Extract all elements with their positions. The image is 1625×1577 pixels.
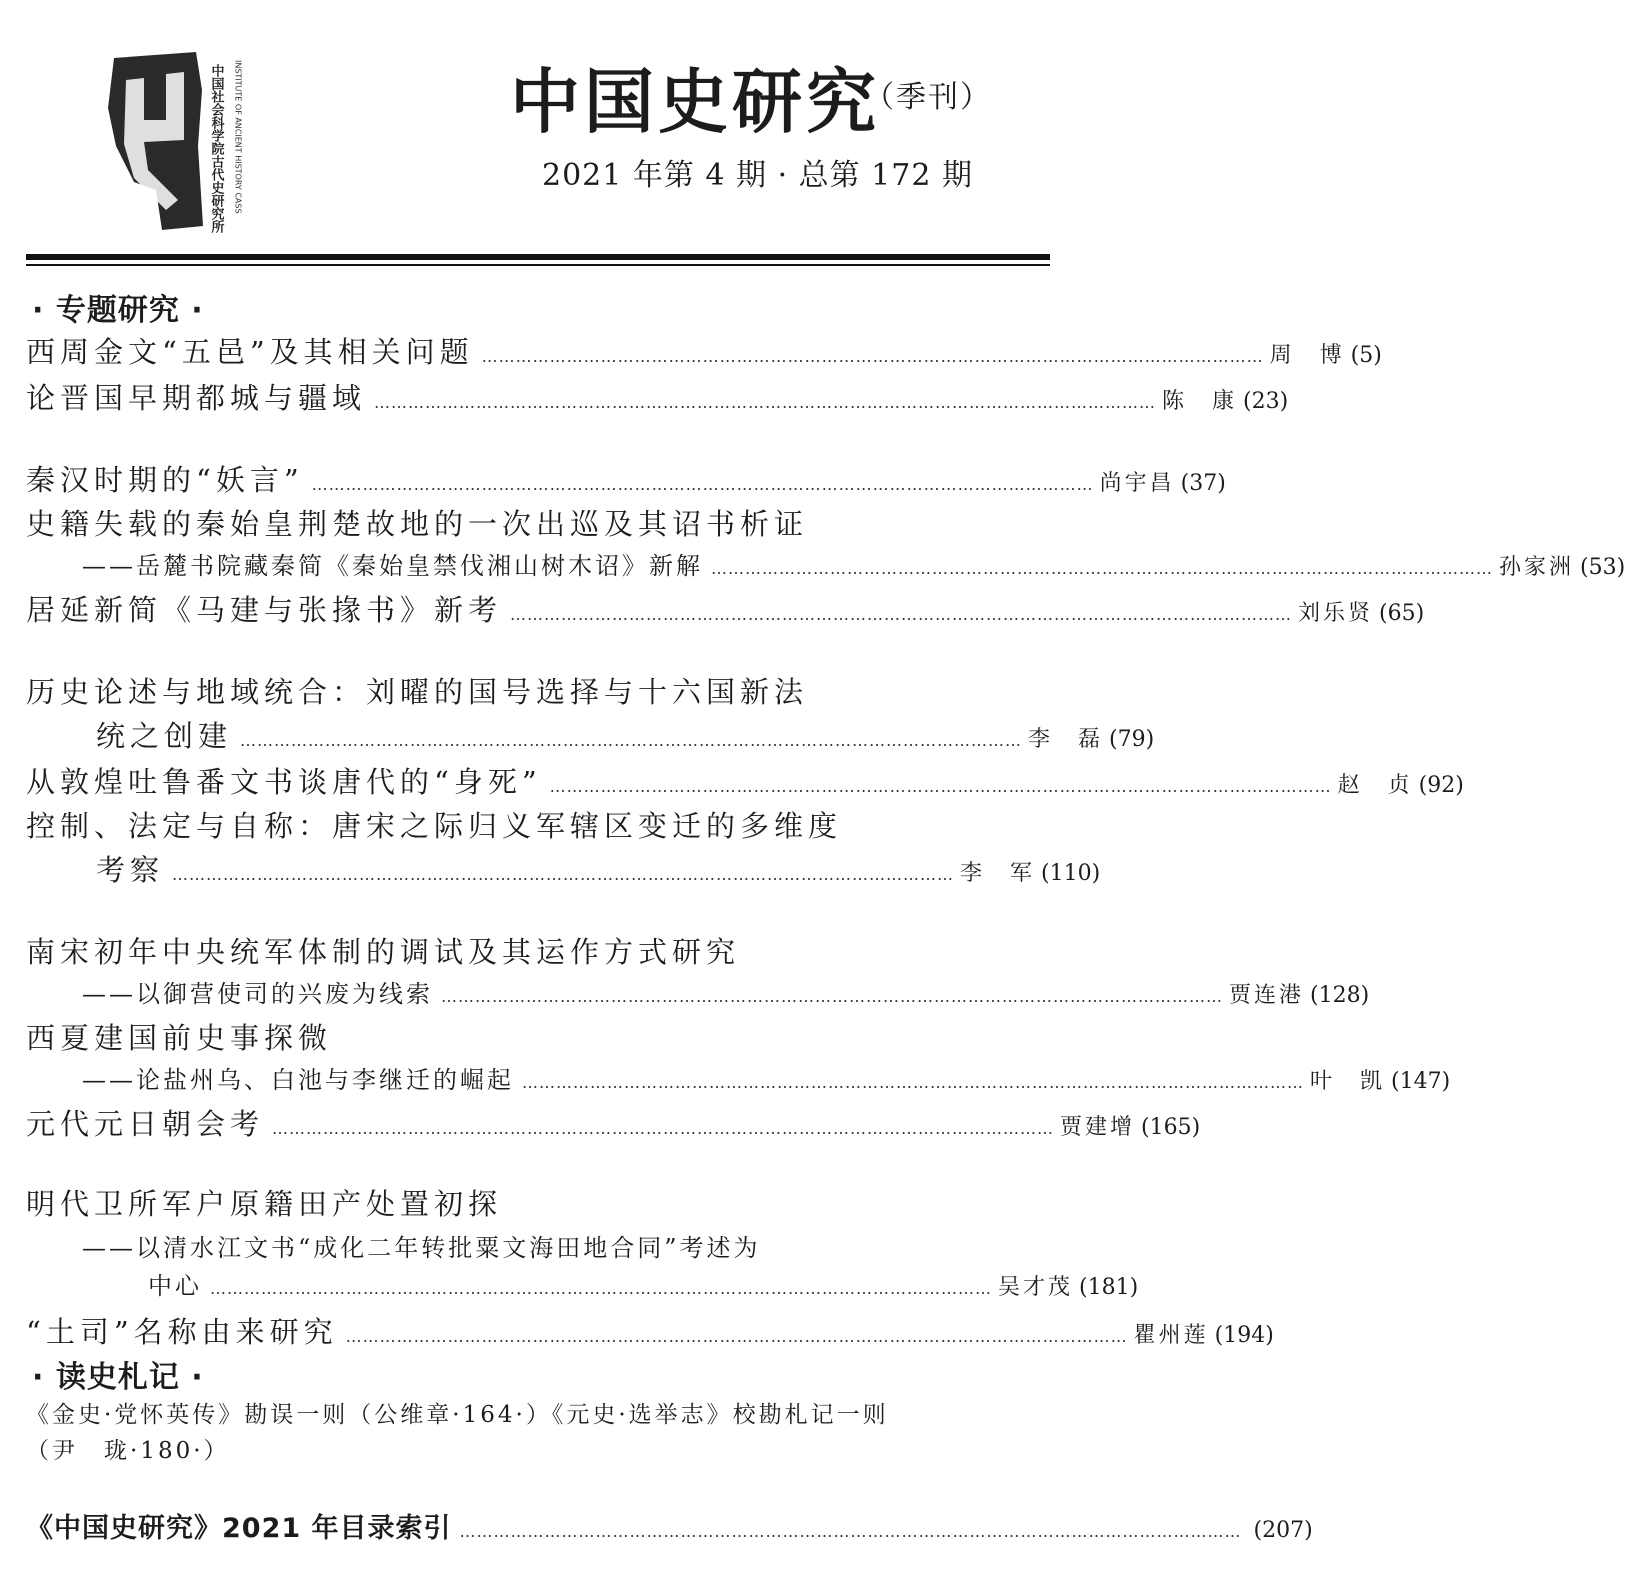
entry-subtitle: ——以清水江文书“成化二年转批粟文海田地合同”考述为 [82,1234,761,1262]
logo-english-text: INSTITUTE OF ANCIENT HISTORY CASS [233,60,243,214]
entry-author: 李 磊 [1028,727,1104,752]
entry-title[interactable]: 明代卫所军户原籍田产处置初探 [26,1187,503,1221]
entry-page: (207) [1253,1518,1313,1543]
entry-title: 《中国史研究》2021 年目录索引 [26,1513,452,1544]
dot-leader: ………………………………………………………………………………………………………………………… [459,1522,1242,1541]
toc-entry-index[interactable] [26,1506,1313,1545]
notes-line[interactable]: 《金史·党怀英传》勘误一则（公维章·164·）《元史·选举志》校勘札记一则 [26,1402,889,1428]
toc-entry[interactable] [26,1310,1274,1351]
entry-title: 从敦煌吐鲁番文书谈唐代的“身死” [26,765,542,799]
toc-entry[interactable] [82,546,1625,581]
dot-leader: ………………………………………………………………………………………………………………………… [481,347,1264,366]
entry-author: 尚宇昌 [1099,471,1175,496]
entry-page: (53) [1580,555,1625,580]
entry-title[interactable]: 西夏建国前史事探微 [26,1021,333,1055]
header-rule-thin [26,264,1050,266]
entry-subtitle: ——岳麓书院藏秦简《秦始皇禁伐湘山树木诏》新解 [82,552,703,580]
entry-author: 孙家洲 [1499,555,1575,580]
entry-author: 周 博 [1269,343,1345,368]
dot-leader: ………………………………………………………………………………………………………………………… [374,393,1157,412]
entry-page: (194) [1214,1323,1274,1348]
entry-author: 贾建增 [1060,1115,1136,1140]
section-heading-special: · 专题研究 · [32,293,204,328]
entry-title[interactable]: 控制、法定与自称：唐宋之际归义军辖区变迁的多维度 [26,809,843,843]
entry-author: 李 军 [960,861,1036,886]
dot-leader: ………………………………………………………………………………………………………………………… [272,1119,1055,1138]
entry-author: 瞿州莲 [1133,1323,1209,1348]
entry-title: 元代元日朝会考 [26,1107,265,1141]
entry-page: (181) [1079,1275,1139,1300]
dot-leader: ………………………………………………………………………………………………………………………… [172,865,955,884]
entry-subtitle-continued: 中心 [148,1272,202,1300]
section-heading-notes: · 读史札记 · [32,1360,204,1395]
notes-line: （尹 珑·180·） [26,1438,230,1464]
entry-page: (128) [1310,983,1370,1008]
entry-title: 论晋国早期都城与疆域 [26,381,367,415]
entry-title-continued: 统之创建 [96,719,233,753]
toc-entry[interactable] [26,760,1464,801]
logo-side-text: 中国社会科学院古代史研究所 [208,64,224,233]
dot-leader: ………………………………………………………………………………………………………………………… [711,559,1493,578]
dot-leader: ………………………………………………………………………………………………………………………… [522,1073,1304,1092]
entry-title[interactable]: 历史论述与地域统合：刘曜的国号选择与十六国新法 [26,675,809,709]
entry-page: (23) [1243,389,1289,414]
entry-title[interactable]: 史籍失载的秦始皇荆楚故地的一次出巡及其诏书析证 [26,507,809,541]
toc-entry[interactable] [82,1060,1451,1095]
issue-info: 2021 年第 4 期 · 总第 172 期 [542,158,973,193]
toc-entry[interactable] [148,1266,1139,1301]
journal-title: 中国史研究 [510,60,880,143]
entry-page: (79) [1109,727,1155,752]
entry-author: 赵 贞 [1337,773,1413,798]
toc-entry[interactable] [26,376,1289,417]
toc-entry[interactable] [26,458,1226,499]
entry-author: 吴才茂 [998,1275,1074,1300]
dot-leader: ………………………………………………………………………………………………………………………… [311,475,1094,494]
entry-subtitle: ——论盐州乌、白池与李继迁的崛起 [82,1066,514,1094]
journal-frequency: （季刊） [864,80,992,115]
dot-leader: ………………………………………………………………………………………………………………………… [345,1327,1128,1346]
entry-author: 叶 凯 [1310,1069,1386,1094]
entry-title: “土司”名称由来研究 [26,1315,338,1349]
entry-title: 秦汉时期的“妖言” [26,463,304,497]
toc-entry[interactable] [96,714,1155,755]
dot-leader: ………………………………………………………………………………………………………………………… [240,731,1023,750]
entry-title: 西周金文“五邑”及其相关问题 [26,335,474,369]
entry-page: (92) [1418,773,1464,798]
dot-leader: ………………………………………………………………………………………………………………………… [210,1279,992,1298]
entry-page: (37) [1180,471,1226,496]
entry-page: (110) [1041,861,1101,886]
entry-author: 贾连港 [1229,983,1305,1008]
toc-entry[interactable] [96,848,1101,889]
header-rule-thick [26,254,1050,260]
entry-subtitle: ——以御营使司的兴废为线索 [82,980,433,1008]
dot-leader: ………………………………………………………………………………………………………………………… [510,605,1293,624]
entry-page: (147) [1391,1069,1451,1094]
entry-page: (5) [1350,343,1382,368]
toc-entry[interactable] [26,588,1425,629]
dot-leader: ………………………………………………………………………………………………………………………… [441,987,1223,1006]
toc-entry[interactable] [26,330,1382,371]
toc-entry[interactable] [82,974,1370,1009]
entry-title: 居延新简《马建与张掾书》新考 [26,593,503,627]
institute-logo [104,50,256,233]
entry-title[interactable]: 南宋初年中央统军体制的调试及其运作方式研究 [26,935,741,969]
entry-author: 陈 康 [1162,389,1238,414]
entry-page: (65) [1379,601,1425,626]
entry-author: 刘乐贤 [1298,601,1374,626]
entry-title-continued: 考察 [96,853,165,887]
toc-entry[interactable] [26,1102,1201,1143]
entry-page: (165) [1141,1115,1201,1140]
logo-glyph: 史 [254,226,255,227]
dot-leader: ………………………………………………………………………………………………………………………… [549,777,1332,796]
